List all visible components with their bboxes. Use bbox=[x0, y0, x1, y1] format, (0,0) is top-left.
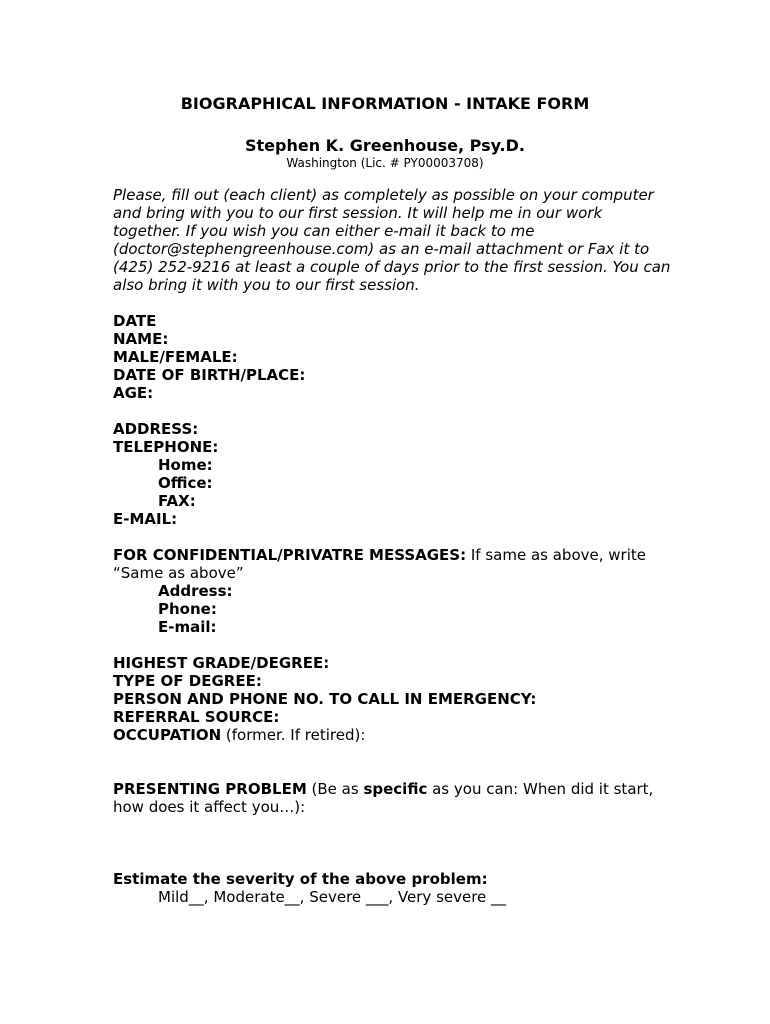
degree-type-label: TYPE OF DEGREE: bbox=[113, 672, 262, 690]
confidential-section bbox=[113, 546, 673, 636]
fax-label: FAX: bbox=[158, 492, 196, 510]
address-field-label: ADDRESS: bbox=[113, 420, 199, 438]
intro-paragraph: Please, fill out (each client) as completely as possible on your computer and bring with you to our first session. It will help me in our work together. If you wish you can either e-mail it back to me (doctor@stephengreenhouse.com) as an e-mail attachment or Fax it to (425) 252-9216 at least a couple of days prior to the first session. You can also bring it with you to our first session. bbox=[113, 186, 671, 294]
license-info: Washington (Lic. # PY00003708) bbox=[286, 156, 484, 170]
confidential-label: FOR CONFIDENTIAL/PRIVATRE MESSAGES: bbox=[113, 546, 467, 564]
specific-emphasis: specific bbox=[363, 780, 428, 798]
occupation-line bbox=[113, 726, 673, 744]
presenting-note-b: as you can: When did it start, how does it affect you…): bbox=[113, 780, 654, 816]
confidential-phone-label: Phone: bbox=[158, 600, 217, 618]
occupation-note: (former. If retired): bbox=[221, 726, 366, 744]
emergency-contact-label: PERSON AND PHONE NO. TO CALL IN EMERGENCY: bbox=[113, 690, 537, 708]
severity-question: Estimate the severity of the above problem: bbox=[113, 870, 488, 888]
contact-section bbox=[113, 420, 673, 528]
personal-section bbox=[113, 312, 673, 402]
form-title: BIOGRAPHICAL INFORMATION - INTAKE FORM bbox=[180, 94, 590, 113]
form-body bbox=[113, 186, 673, 906]
sex-field-label: MALE/FEMALE: bbox=[113, 348, 238, 366]
occupation-label: OCCUPATION bbox=[113, 726, 222, 744]
name-field-label: NAME: bbox=[113, 330, 169, 348]
education-section bbox=[113, 654, 673, 744]
telephone-field-label: TELEPHONE: bbox=[113, 438, 219, 456]
severity-options: Mild__, Moderate__, Severe ___, Very severe __ bbox=[158, 888, 507, 906]
presenting-problem-section bbox=[113, 780, 673, 816]
confidential-heading bbox=[113, 546, 673, 582]
confidential-email-label: E-mail: bbox=[158, 618, 217, 636]
presenting-problem-line bbox=[113, 780, 673, 816]
email-field-label: E-MAIL: bbox=[113, 510, 178, 528]
grade-field-label: HIGHEST GRADE/DEGREE: bbox=[113, 654, 330, 672]
presenting-problem-label: PRESENTING PROBLEM bbox=[113, 780, 307, 798]
author-name: Stephen K. Greenhouse, Psy.D. bbox=[244, 136, 525, 155]
severity-section bbox=[113, 870, 673, 906]
confidential-address-label: Address: bbox=[158, 582, 233, 600]
confidential-note: If same as above, write “Same as above” bbox=[113, 546, 646, 582]
presenting-note-a: (Be as bbox=[306, 780, 364, 798]
birth-field-label: DATE OF BIRTH/PLACE: bbox=[113, 366, 306, 384]
date-field-label: DATE bbox=[113, 312, 157, 330]
age-field-label: AGE: bbox=[113, 384, 154, 402]
home-phone-label: Home: bbox=[158, 456, 213, 474]
office-phone-label: Office: bbox=[158, 474, 213, 492]
referral-source-label: REFERRAL SOURCE: bbox=[113, 708, 280, 726]
